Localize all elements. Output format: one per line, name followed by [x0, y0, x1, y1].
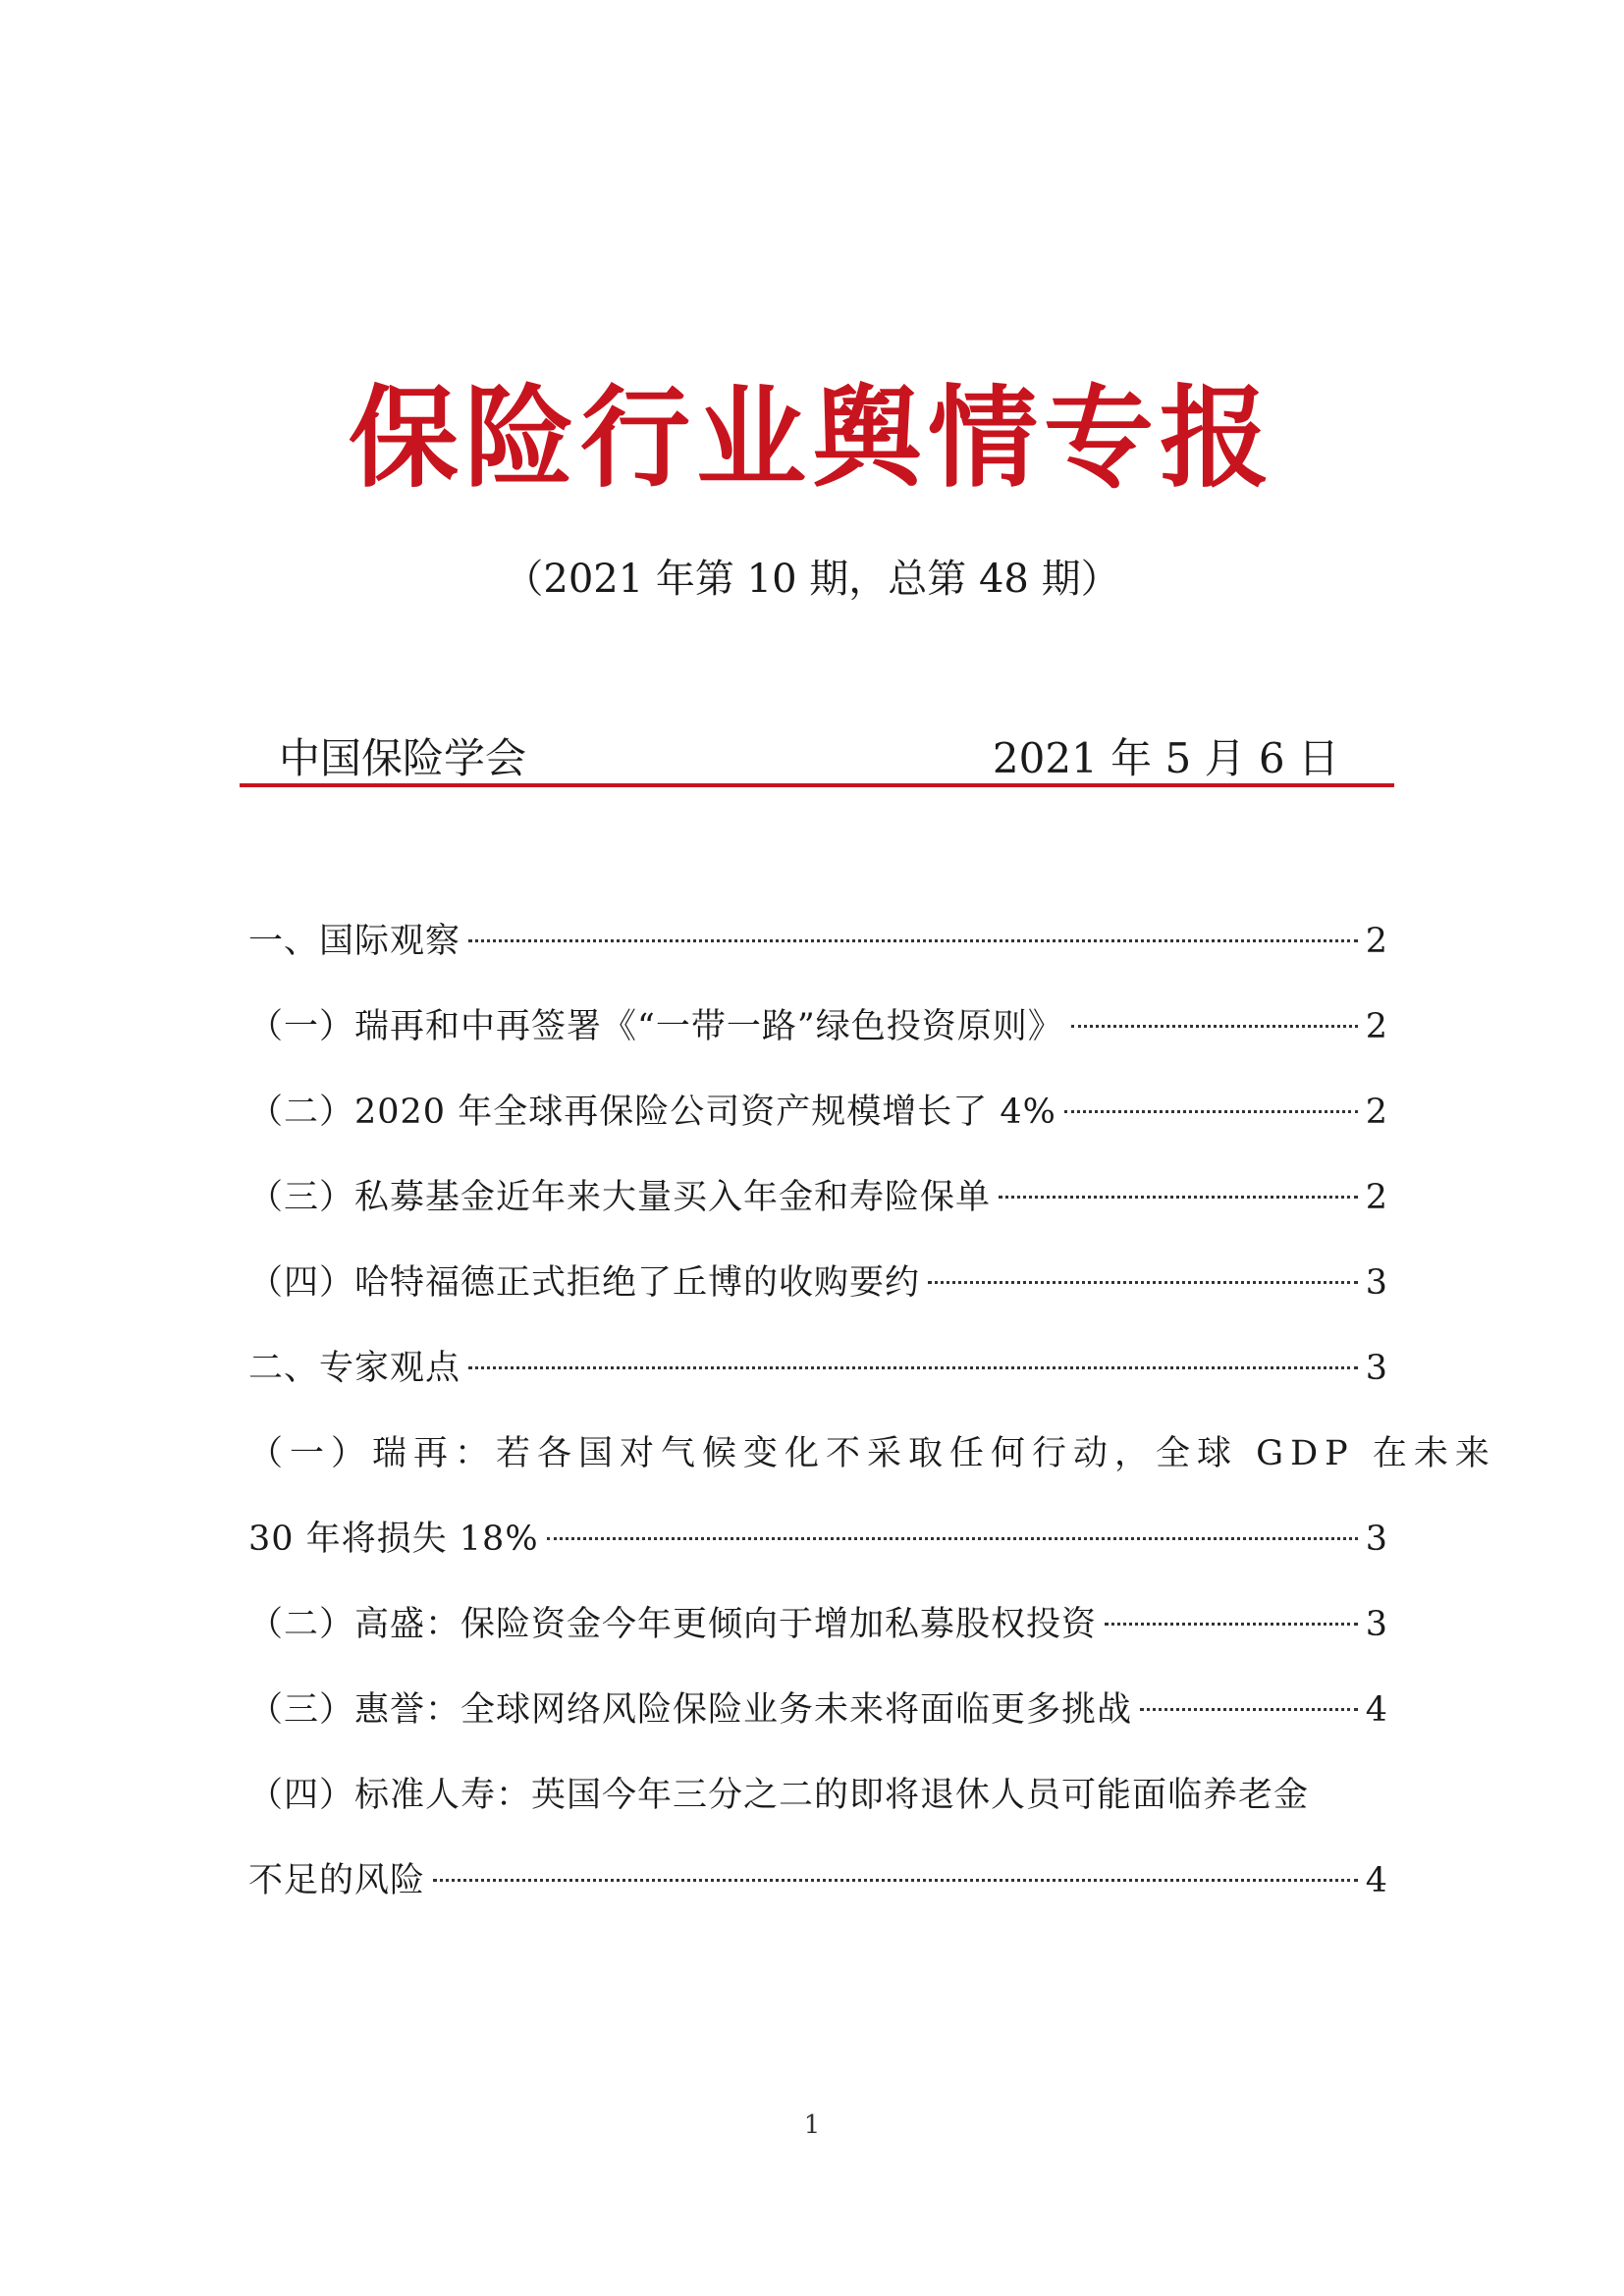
issue-number: （2021 年第 10 期，总第 48 期）	[504, 557, 1120, 602]
toc-entry-page: 4	[1365, 1690, 1387, 1730]
report-title: 保险行业舆情专报	[349, 374, 1275, 503]
toc-entry-label: 一、国际观察	[248, 922, 461, 961]
page-number: 1	[803, 2110, 821, 2140]
toc-entry[interactable]	[248, 985, 1387, 1070]
toc-entry-line-1[interactable]	[248, 1412, 1496, 1497]
table-of-contents	[248, 899, 1496, 1924]
toc-entry-label: （三）惠誉：全球网络风险保险业务未来将面临更多挑战	[248, 1690, 1133, 1730]
toc-entry-label: 二、专家观点	[248, 1349, 461, 1388]
toc-entry-page: 3	[1365, 1605, 1387, 1644]
toc-entry-label-continued: 30 年将损失 18%	[248, 1520, 539, 1559]
toc-entry-page: 2	[1365, 1178, 1387, 1217]
toc-entry[interactable]	[248, 899, 1387, 985]
toc-entry-label: （一）瑞再：若各国对气候变化不采取任何行动，全球 GDP 在未来	[248, 1434, 1496, 1473]
toc-entry-label: （四）哈特福德正式拒绝了丘博的收购要约	[248, 1263, 921, 1303]
toc-entry-label: （二）高盛：保险资金今年更倾向于增加私募股权投资	[248, 1605, 1098, 1644]
toc-entry-line-2[interactable]	[248, 1497, 1387, 1582]
toc-entry-page: 4	[1365, 1861, 1387, 1900]
toc-entry[interactable]	[248, 1582, 1387, 1668]
toc-leader-dots	[928, 1281, 1358, 1284]
toc-leader-dots	[468, 1366, 1358, 1369]
toc-leader-dots	[999, 1196, 1358, 1199]
toc-entry-label: （二）2020 年全球再保险公司资产规模增长了 4%	[248, 1093, 1056, 1132]
toc-entry[interactable]	[248, 1326, 1387, 1412]
toc-entry-page: 2	[1365, 922, 1387, 961]
toc-entry[interactable]	[248, 1668, 1387, 1753]
toc-entry-label: （四）标准人寿：英国今年三分之二的即将退休人员可能面临养老金	[248, 1776, 1310, 1815]
toc-entry-line-2[interactable]	[248, 1839, 1387, 1924]
toc-entry[interactable]	[248, 1155, 1387, 1241]
toc-entry[interactable]	[248, 1070, 1387, 1155]
toc-entry-page: 3	[1365, 1520, 1387, 1559]
red-divider	[240, 783, 1394, 787]
organization-name: 中国保险学会	[279, 734, 527, 782]
toc-entry-page: 3	[1365, 1263, 1387, 1303]
toc-entry-page: 3	[1365, 1349, 1387, 1388]
toc-entry-page: 2	[1365, 1093, 1387, 1132]
toc-entry[interactable]	[248, 1241, 1387, 1326]
toc-leader-dots	[1105, 1623, 1358, 1626]
toc-entry-line-1[interactable]	[248, 1753, 1387, 1839]
toc-entry-label: （一）瑞再和中再签署《“一带一路”绿色投资原则》	[248, 1007, 1063, 1046]
toc-leader-dots	[1071, 1025, 1358, 1028]
publish-date: 2021 年 5 月 6 日	[992, 734, 1339, 782]
toc-leader-dots	[1064, 1110, 1358, 1113]
toc-entry-label: （三）私募基金近年来大量买入年金和寿险保单	[248, 1178, 992, 1217]
toc-entry-label-continued: 不足的风险	[248, 1861, 426, 1900]
toc-entry-page: 2	[1365, 1007, 1387, 1046]
toc-leader-dots	[1140, 1708, 1358, 1711]
publisher-row	[244, 726, 1390, 785]
toc-leader-dots	[468, 939, 1358, 942]
toc-leader-dots	[547, 1537, 1358, 1540]
toc-leader-dots	[433, 1879, 1358, 1882]
